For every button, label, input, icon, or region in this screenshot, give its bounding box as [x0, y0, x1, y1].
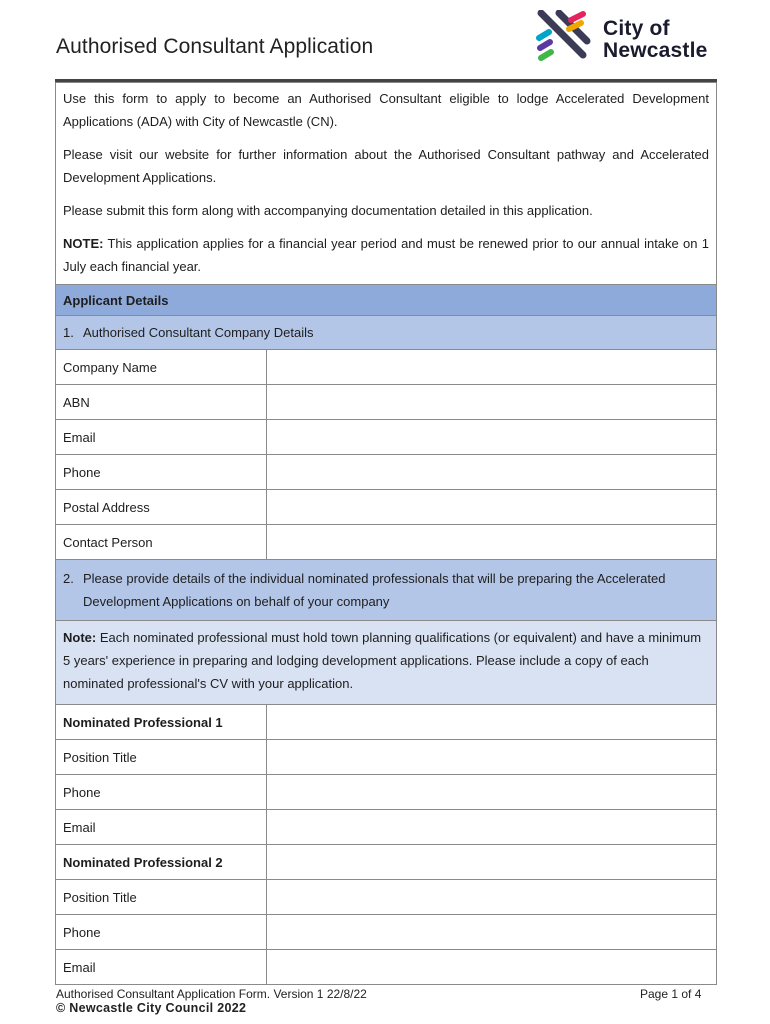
field-label-phone: Phone	[56, 455, 267, 490]
intro-block	[56, 83, 717, 285]
professional-2-position-input[interactable]	[267, 880, 717, 915]
professional-2-phone-input[interactable]	[267, 915, 717, 950]
contact-person-input[interactable]	[267, 525, 717, 560]
field-label-email: Email	[56, 810, 267, 845]
footer-form-version: Authorised Consultant Application Form. Version 1 22/8/22	[56, 987, 367, 1001]
intro-note-text: This application applies for a financial year period and must be renewed prior to our annual intake on 1 July each financial year.	[63, 236, 709, 274]
professional-1-name-input[interactable]	[267, 705, 717, 740]
field-label-phone: Phone	[56, 915, 267, 950]
field-label-contact-person: Contact Person	[56, 525, 267, 560]
intro-paragraph-2: Please visit our website for further information about the Authorised Consultant pathway and Accelerated Development Applications.	[63, 147, 709, 185]
abn-input[interactable]	[267, 385, 717, 420]
intro-note	[63, 232, 709, 278]
intro-paragraph-3: Please submit this form along with accompanying documentation detailed in this application.	[63, 203, 593, 218]
section-applicant-details: Applicant Details	[56, 285, 717, 316]
company-phone-input[interactable]	[267, 455, 717, 490]
field-label-postal-address: Postal Address	[56, 490, 267, 525]
intro-paragraph-1: Use this form to apply to become an Authorised Consultant eligible to lodge Accelerated Development Applications (ADA) with City of Newcastle (CN).	[63, 91, 709, 129]
professional-1-heading: Nominated Professional 1	[56, 705, 267, 740]
professional-2-heading: Nominated Professional 2	[56, 845, 267, 880]
professional-1-phone-input[interactable]	[267, 775, 717, 810]
field-label-email: Email	[56, 420, 267, 455]
section-nominated-professionals: 2. Please provide details of the individual nominated professionals that will be preparing the Accelerated Development Applications on behalf of your company	[56, 560, 717, 621]
field-label-email: Email	[56, 950, 267, 985]
professional-1-email-input[interactable]	[267, 810, 717, 845]
logo-wordmark: City of Newcastle	[603, 17, 708, 62]
postal-address-input[interactable]	[267, 490, 717, 525]
company-email-input[interactable]	[267, 420, 717, 455]
footer-page-number: Page 1 of 4	[640, 987, 702, 1001]
field-label-position-title: Position Title	[56, 740, 267, 775]
page-title: Authorised Consultant Application	[56, 35, 374, 58]
footer-copyright: © Newcastle City Council 2022	[56, 1001, 247, 1015]
field-label-phone: Phone	[56, 775, 267, 810]
nominated-note	[56, 621, 717, 705]
company-name-input[interactable]	[267, 350, 717, 385]
field-label-company-name: Company Name	[56, 350, 267, 385]
field-label-abn: ABN	[56, 385, 267, 420]
application-form	[55, 82, 717, 985]
field-label-position-title: Position Title	[56, 880, 267, 915]
section-company-details: 1. Authorised Consultant Company Details	[56, 316, 717, 350]
professional-1-position-input[interactable]	[267, 740, 717, 775]
professional-2-email-input[interactable]	[267, 950, 717, 985]
note-text: Each nominated professional must hold town planning qualifications (or equivalent) and have a minimum 5 years' experience in preparing and lodging development applications. Please include a copy of each nominated professional's CV with your application.	[63, 630, 702, 691]
note-label: Note:	[63, 630, 97, 645]
professional-2-name-input[interactable]	[267, 845, 717, 880]
intro-note-label: NOTE:	[63, 236, 104, 251]
